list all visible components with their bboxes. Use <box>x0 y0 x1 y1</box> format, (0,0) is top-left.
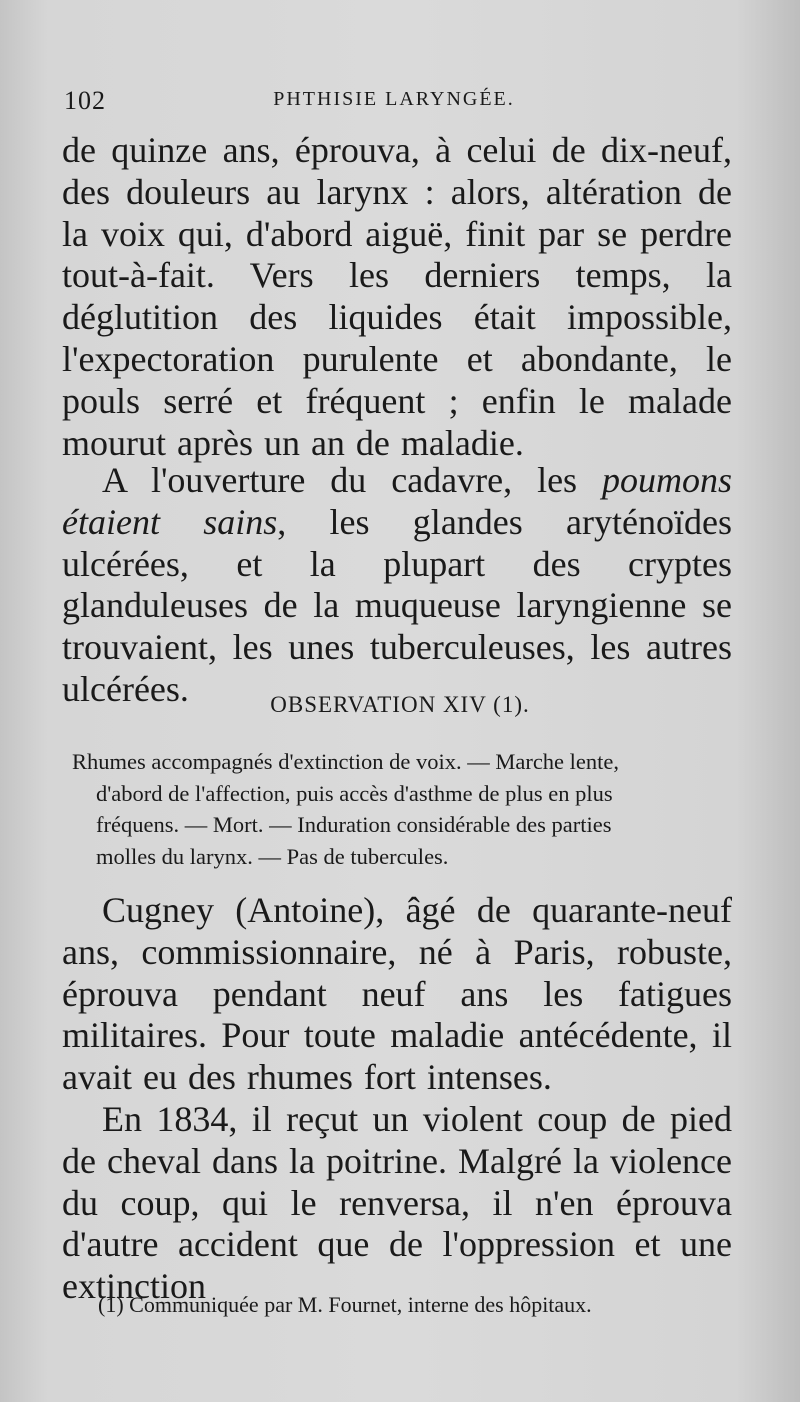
summary-line: fréquens. — Mort. — Induration considérable des parties <box>96 812 612 837</box>
running-title: PHTHISIE LARYNGÉE. <box>273 88 515 110</box>
observation-summary <box>72 746 732 872</box>
page-number: 102 <box>64 86 106 115</box>
case-paragraph: Cugney (Antoine), âgé de quarante-neuf ans, commissionnaire, né à Paris, robuste, éprouva pendant neuf ans les fatigues militaires. Pour toute maladie antécédente, il avait eu des rhumes fort intenses. <box>62 890 732 1098</box>
case-history-block <box>62 890 732 1308</box>
opening-paragraph-block <box>62 130 732 464</box>
autopsy-lead: A l'ouverture du cadavre, les <box>102 460 602 500</box>
autopsy-rest: , les glandes aryténoïdes ulcérées, et la plupart des cryptes glanduleuses de la muqueuse laryngienne se trouvaient, les unes tuberculeuses, les autres ulcérées. <box>62 501 732 709</box>
opening-paragraph: de quinze ans, éprouva, à celui de dix-neuf, des douleurs au larynx : alors, altération de la voix qui, d'abord aiguë, finit par se perdre tout-à-fait. Vers les derniers temps, la déglutition des liquides était impossible, l'expectoration purulente et abondante, le pouls serré et fréquent ; enfin le malade mourut après un an de maladie. <box>62 130 732 463</box>
autopsy-paragraph <box>62 460 732 711</box>
summary-line: molles du larynx. — Pas de tubercules. <box>96 843 449 869</box>
case-paragraph: En 1834, il reçut un violent coup de pied de cheval dans la poitrine. Malgré la violence du coup, qui le renversa, il n'en éprouva d'autre accident que de l'oppression et une extinction <box>62 1098 732 1307</box>
summary-line: d'abord de l'affection, puis accès d'asthme de plus en plus <box>96 780 613 806</box>
autopsy-paragraph-block <box>62 460 732 711</box>
autopsy-italic: poumons étaient sains <box>62 460 732 542</box>
footnote: (1) Communiquée par M. Fournet, interne des hôpitaux. <box>98 1292 592 1317</box>
summary-line: Rhumes accompagnés d'extinction de voix. — Marche lente, <box>72 749 620 774</box>
observation-title: OBSERVATION XIV (1). <box>270 692 530 717</box>
page-header <box>64 86 724 120</box>
